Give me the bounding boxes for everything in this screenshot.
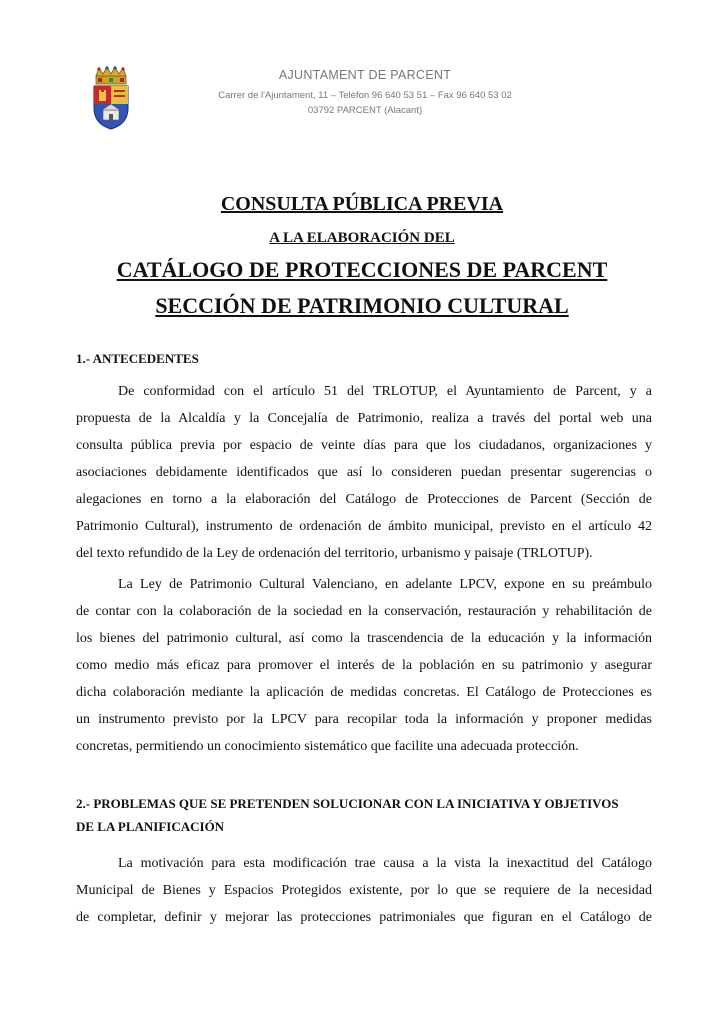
letterhead-city: 03792 PARCENT (Alacant) [307, 105, 423, 116]
municipal-coat-of-arms-icon [90, 66, 132, 130]
text-line: de contar con la colaboración de la sociedad en la conservación, restauración y rehabilitación de [76, 604, 652, 619]
section-1-heading: 1.- ANTECEDENTES [76, 351, 199, 366]
text-line: asociaciones debidamente identificados que así lo consideren puedan presentar sugerencias o [76, 465, 652, 480]
title-line-3: CATÁLOGO DE PROTECCIONES DE PARCENT [116, 257, 608, 282]
section-2-heading [76, 792, 656, 838]
text-line: Municipal de Bienes y Espacios Protegidos existente, por lo que se requiere de la necesidad [76, 883, 652, 898]
title-line-1: CONSULTA PÚBLICA PREVIA [220, 193, 504, 215]
letterhead-address: Carrer de l'Ajuntament, 11 – Telèfon 96 640 53 51 – Fax 96 640 53 02 [218, 90, 512, 101]
text-line: De conformidad con el artículo 51 del TRLOTUP, el Ayuntamiento de Parcent, y a [118, 384, 652, 399]
text-line: concretas, permitiendo un conocimiento sistemático que facilite una adecuada protección. [76, 739, 579, 754]
text-line: como medio más eficaz para promover el interés de la población en su patrimonio y asegurar [76, 658, 652, 673]
section-2-heading-line-2: DE LA PLANIFICACIÓN [76, 819, 225, 834]
section-1-paragraph-1 [76, 378, 652, 567]
text-line: dicha colaboración mediante la aplicación de medidas concretas. El Catálogo de Protecciones es [76, 685, 652, 700]
text-line: de completar, definir y mejorar las protecciones patrimoniales que figuran en el Catálogo de [76, 910, 652, 925]
section-2-heading-line-1: 2.- PROBLEMAS QUE SE PRETENDEN SOLUCIONAR CON LA INICIATIVA Y OBJETIVOS [76, 796, 619, 811]
letterhead-name: AJUNTAMENT DE PARCENT [278, 68, 452, 82]
text-line: propuesta de la Alcaldía y la Concejalía de Patrimonio, realiza a través del portal web una [76, 411, 652, 426]
text-line: La Ley de Patrimonio Cultural Valenciano, en adelante LPCV, expone en su preámbulo [118, 577, 652, 592]
text-line: La motivación para esta modificación trae causa a la vista la inexactitud del Catálogo [118, 856, 652, 871]
text-line: del texto refundido de la Ley de ordenación del territorio, urbanismo y paisaje (TRLOTUP). [76, 546, 593, 561]
title-line-2: A LA ELABORACIÓN DEL [269, 230, 455, 246]
text-line: Patrimonio Cultural), instrumento de ordenación de ámbito municipal, previsto en el artículo 42 [76, 519, 652, 534]
text-line: alegaciones en torno a la elaboración del Catálogo de Protecciones de Parcent (Sección de [76, 492, 652, 507]
text-line: consulta pública previa por espacio de veinte días para que los ciudadanos, organizaciones y [76, 438, 652, 453]
section-2-paragraph-1 [76, 850, 652, 931]
text-line: un instrumento previsto por la LPCV para recopilar toda la información y proponer medidas [76, 712, 652, 727]
title-line-4: SECCIÓN DE PATRIMONIO CULTURAL [155, 293, 569, 318]
text-line: los bienes del patrimonio cultural, así como la trascendencia de la educación y la información [76, 631, 652, 646]
section-1-paragraph-2 [76, 571, 652, 760]
